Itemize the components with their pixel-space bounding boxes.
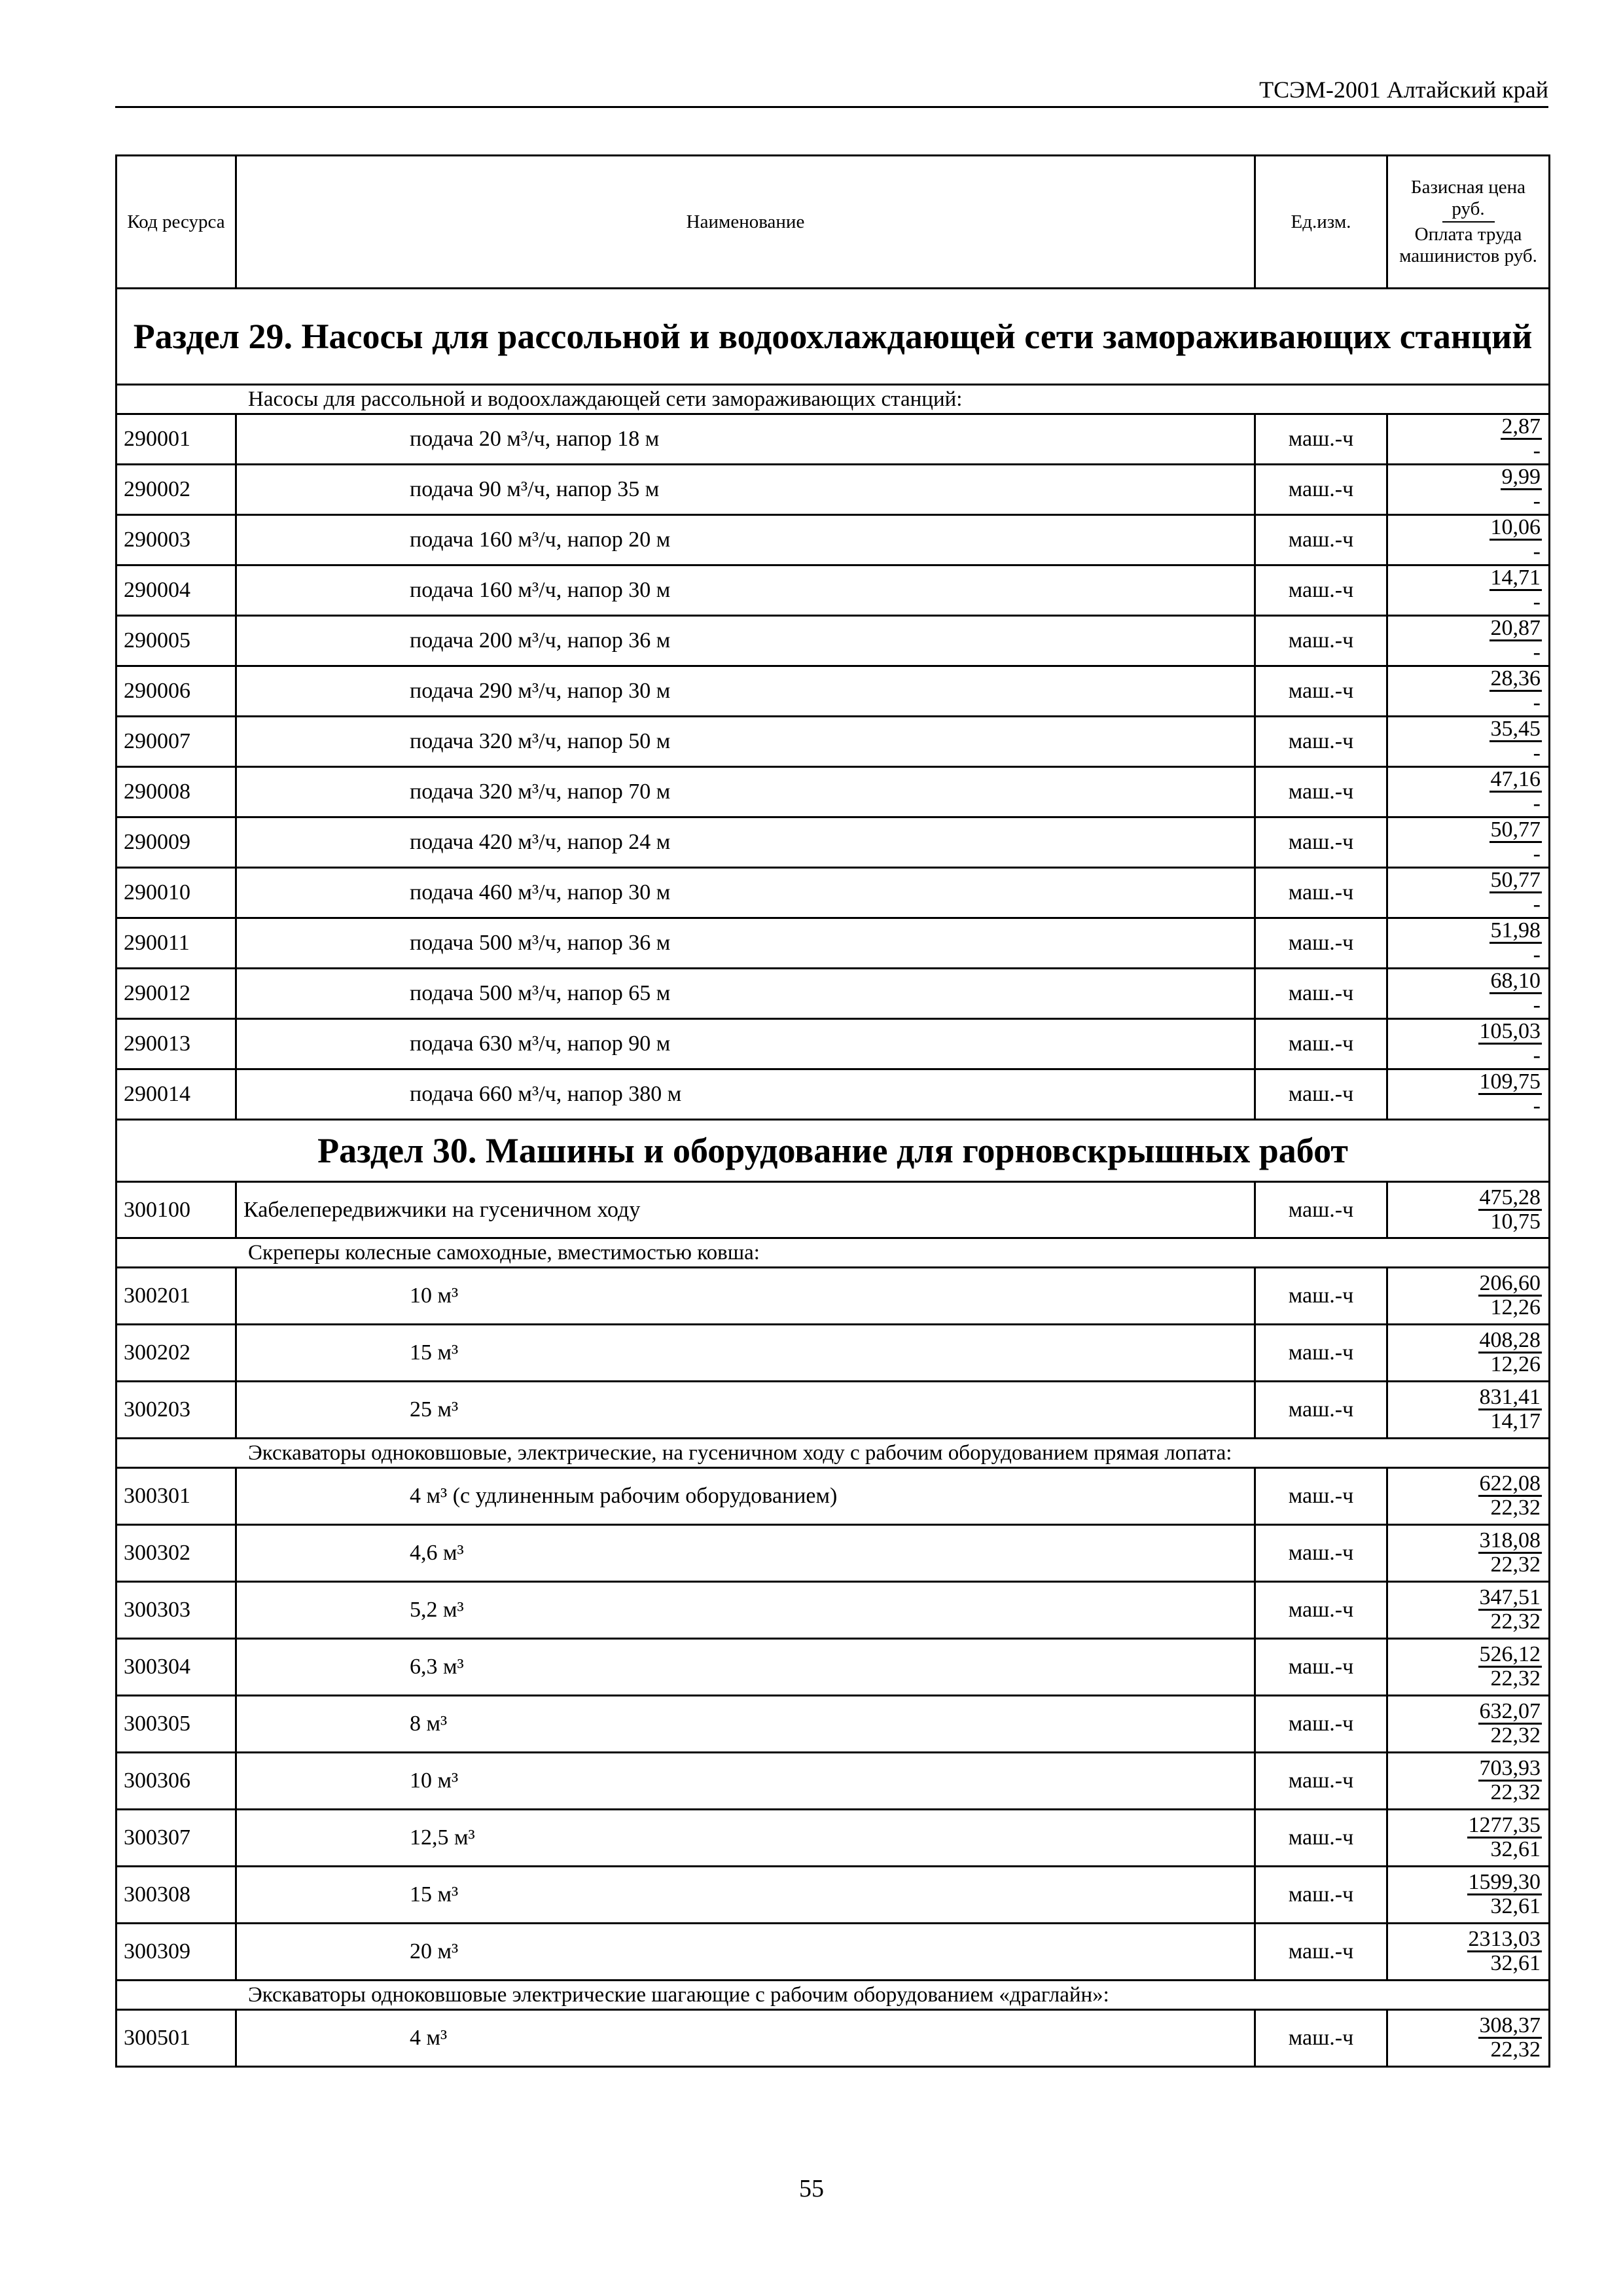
section-30-title: Раздел 30. Машины и оборудование для горновскрышных работ [116,1120,1550,1182]
resource-name: подача 500 м³/ч, напор 36 м [236,918,1255,969]
resource-code: 300308 [116,1867,236,1924]
table-row [116,767,1550,817]
price-fraction [1478,1643,1543,1690]
resource-code: 290013 [116,1019,236,1069]
resource-unit: маш.-ч [1255,515,1387,565]
base-price: 475,28 [1479,1185,1541,1210]
resource-name: подача 290 м³/ч, напор 30 м [236,666,1255,717]
base-price: 2313,03 [1468,1927,1541,1951]
operator-labor-cost: 32,61 [1490,1837,1541,1861]
resource-code: 300203 [116,1382,236,1439]
resource-name: 20 м³ [236,1924,1255,1981]
base-price: 632,07 [1479,1699,1541,1723]
resource-code: 300100 [116,1182,236,1238]
resource-price-cell [1387,1810,1550,1867]
resource-unit: маш.-ч [1255,666,1387,717]
operator-labor-cost: - [1533,892,1541,916]
price-fraction [1489,819,1543,865]
table-row [116,918,1550,969]
resource-unit: маш.-ч [1255,1867,1387,1924]
operator-labor-cost: 22,32 [1490,1496,1541,1520]
resource-price-cell [1387,1639,1550,1696]
base-price: 14,71 [1490,565,1541,590]
operator-labor-cost: - [1533,439,1541,463]
resource-price-cell [1387,666,1550,717]
resource-name: подача 630 м³/ч, напор 90 м [236,1019,1255,1069]
resource-unit: маш.-ч [1255,565,1387,616]
resource-unit: маш.-ч [1255,1069,1387,1120]
resource-name: подача 320 м³/ч, напор 50 м [236,717,1255,767]
resource-name: подача 90 м³/ч, напор 35 м [236,465,1255,515]
table-row [116,1753,1550,1810]
base-price: 526,12 [1479,1642,1541,1666]
base-price: 105,03 [1479,1019,1541,1043]
resource-table-body [116,156,1550,2067]
price-fraction [1467,1871,1543,1918]
resource-code: 290005 [116,616,236,666]
base-price: 28,36 [1490,666,1541,691]
base-price: 347,51 [1479,1585,1541,1609]
resource-price-cell [1387,1867,1550,1924]
price-fraction [1478,1020,1543,1067]
operator-labor-cost: - [1533,791,1541,816]
price-fraction [1478,1386,1543,1433]
base-price: 47,16 [1490,767,1541,791]
resource-code: 290006 [116,666,236,717]
excavators-group-row [116,1439,1550,1468]
base-price: 35,45 [1490,717,1541,741]
resource-name: подача 660 м³/ч, напор 380 м [236,1069,1255,1120]
header-name: Наименование [236,156,1255,289]
operator-labor-cost: 22,32 [1490,1552,1541,1577]
base-price: 10,06 [1490,515,1541,539]
resource-name: 8 м³ [236,1696,1255,1753]
resource-price-cell [1387,717,1550,767]
table-row [116,414,1550,465]
resource-unit: маш.-ч [1255,767,1387,817]
table-row [116,969,1550,1019]
resource-name: подача 20 м³/ч, напор 18 м [236,414,1255,465]
table-row [116,1867,1550,1924]
base-price: 51,98 [1490,918,1541,942]
table-row [116,1639,1550,1696]
base-price: 1599,30 [1468,1870,1541,1894]
resource-code: 290014 [116,1069,236,1120]
header-price-labor: Оплата труда машинистов руб. [1399,224,1537,266]
resource-unit: маш.-ч [1255,1268,1387,1325]
table-row [116,1182,1550,1238]
resource-unit: маш.-ч [1255,1810,1387,1867]
section-30-title-row [116,1120,1550,1182]
operator-labor-cost: 14,17 [1490,1409,1541,1433]
operator-labor-cost: - [1533,1094,1541,1118]
table-row [116,1382,1550,1439]
resource-name: 6,3 м³ [236,1639,1255,1696]
header-price [1387,156,1550,289]
operator-labor-cost: - [1533,942,1541,967]
draglines-group-row [116,1981,1550,2010]
resource-name: 4,6 м³ [236,1525,1255,1582]
base-price: 831,41 [1479,1385,1541,1409]
resource-code: 300202 [116,1325,236,1382]
price-fraction [1478,1757,1543,1804]
resource-code: 290008 [116,767,236,817]
resource-unit: маш.-ч [1255,1325,1387,1382]
resource-unit: маш.-ч [1255,868,1387,918]
operator-labor-cost: 32,61 [1490,1951,1541,1975]
resource-name: 12,5 м³ [236,1810,1255,1867]
resource-price-cell [1387,1924,1550,1981]
resource-name: подача 160 м³/ч, напор 20 м [236,515,1255,565]
operator-labor-cost: - [1533,1043,1541,1067]
resource-price-cell [1387,1753,1550,1810]
resource-price-cell [1387,1019,1550,1069]
resource-table [115,154,1550,2068]
base-price: 206,60 [1479,1271,1541,1295]
operator-labor-cost: 22,32 [1490,1609,1541,1634]
resource-code: 300306 [116,1753,236,1810]
resource-unit: маш.-ч [1255,1696,1387,1753]
operator-labor-cost: 12,26 [1490,1352,1541,1376]
table-row [116,1019,1550,1069]
resource-code: 290011 [116,918,236,969]
table-row [116,666,1550,717]
resource-price-cell [1387,1325,1550,1382]
resource-unit: маш.-ч [1255,2010,1387,2067]
table-row [116,2010,1550,2067]
resource-unit: маш.-ч [1255,1525,1387,1582]
resource-unit: маш.-ч [1255,1753,1387,1810]
page-number: 55 [799,2175,824,2202]
operator-labor-cost: 22,32 [1490,2037,1541,2062]
resource-price-cell [1387,1582,1550,1639]
resource-price-cell [1387,1696,1550,1753]
resource-unit: маш.-ч [1255,717,1387,767]
resource-price-cell [1387,1182,1550,1238]
scrapers-group-row [116,1238,1550,1268]
table-row [116,1924,1550,1981]
price-fraction [1478,1272,1543,1319]
base-price: 318,08 [1479,1528,1541,1552]
resource-unit: маш.-ч [1255,465,1387,515]
section-29-group: Насосы для рассольной и водоохлаждающей сети замораживающих станций: [116,385,1550,414]
table-row [116,465,1550,515]
base-price: 68,10 [1490,969,1541,993]
resource-name: 10 м³ [236,1753,1255,1810]
price-fraction [1489,516,1543,563]
header-code: Код ресурса [116,156,236,289]
operator-labor-cost: - [1533,489,1541,513]
resource-unit: маш.-ч [1255,1924,1387,1981]
base-price: 20,87 [1490,616,1541,640]
price-fraction [1489,718,1543,764]
resource-code: 300304 [116,1639,236,1696]
operator-labor-cost: - [1533,993,1541,1017]
resource-name: подача 500 м³/ч, напор 65 м [236,969,1255,1019]
draglines-group: Экскаваторы одноковшовые электрические шагающие с рабочим оборудованием «драглайн»: [116,1981,1550,2010]
excavators-group: Экскаваторы одноковшовые, электрические, на гусеничном ходу с рабочим оборудованием прямая лопата: [116,1439,1550,1468]
resource-price-cell [1387,465,1550,515]
operator-labor-cost: - [1533,590,1541,614]
resource-price-cell [1387,565,1550,616]
resource-code: 290007 [116,717,236,767]
resource-name: 5,2 м³ [236,1582,1255,1639]
resource-unit: маш.-ч [1255,1639,1387,1696]
price-fraction [1489,768,1543,815]
resource-price-cell [1387,868,1550,918]
table-header-row [116,156,1550,289]
price-fraction [1489,617,1543,664]
table-row [116,1696,1550,1753]
resource-price-cell [1387,918,1550,969]
resource-price-cell [1387,969,1550,1019]
table-row [116,1069,1550,1120]
resource-name: 15 м³ [236,1867,1255,1924]
table-row [116,717,1550,767]
base-price: 622,08 [1479,1471,1541,1496]
resource-price-cell [1387,1069,1550,1120]
table-row [116,515,1550,565]
price-fraction [1478,1187,1543,1233]
price-fraction [1489,668,1543,714]
section-29-title: Раздел 29. Насосы для рассольной и водоохлаждающей сети замораживающих станций [116,289,1550,385]
price-fraction [1478,1071,1543,1117]
price-fraction [1478,1587,1543,1633]
base-price: 50,77 [1490,817,1541,842]
scrapers-group: Скреперы колесные самоходные, вместимостью ковша: [116,1238,1550,1268]
resource-unit: маш.-ч [1255,1582,1387,1639]
operator-labor-cost: 12,26 [1490,1295,1541,1319]
resource-price-cell [1387,1525,1550,1582]
table-row [116,1810,1550,1867]
resource-price-cell [1387,616,1550,666]
price-fraction [1478,1329,1543,1376]
price-fraction [1489,567,1543,613]
base-price: 308,37 [1479,2013,1541,2037]
operator-labor-cost: 22,32 [1490,1780,1541,1804]
resource-code: 300302 [116,1525,236,1582]
resource-code: 300305 [116,1696,236,1753]
resource-code: 290009 [116,817,236,868]
operator-labor-cost: - [1533,842,1541,866]
price-fraction [1478,1700,1543,1747]
table-row [116,1468,1550,1525]
table-row [116,1325,1550,1382]
document-title: ТСЭМ-2001 Алтайский край [1259,77,1548,103]
resource-price-cell [1387,1468,1550,1525]
table-row [116,868,1550,918]
resource-price-cell [1387,767,1550,817]
resource-name: 10 м³ [236,1268,1255,1325]
resource-price-cell [1387,1268,1550,1325]
price-fraction [1467,1814,1543,1861]
resource-code: 300309 [116,1924,236,1981]
price-fraction [1489,920,1543,966]
table-row [116,565,1550,616]
resource-price-cell [1387,817,1550,868]
operator-labor-cost: 22,32 [1490,1666,1541,1691]
base-price: 703,93 [1479,1756,1541,1780]
table-row [116,1525,1550,1582]
resource-code: 300301 [116,1468,236,1525]
operator-labor-cost: 22,32 [1490,1723,1541,1748]
resource-unit: маш.-ч [1255,1182,1387,1238]
operator-labor-cost: - [1533,691,1541,715]
resource-price-cell [1387,414,1550,465]
price-fraction [1501,466,1543,512]
resource-name: 4 м³ (с удлиненным рабочим оборудованием) [236,1468,1255,1525]
base-price: 2,87 [1501,414,1541,439]
table-row [116,1582,1550,1639]
resource-unit: маш.-ч [1255,414,1387,465]
resource-code: 290004 [116,565,236,616]
section-29-title-row [116,289,1550,385]
header-price-base: Базисная цена руб. [1410,177,1526,219]
resource-unit: маш.-ч [1255,918,1387,969]
base-price: 109,75 [1479,1069,1541,1094]
base-price: 9,99 [1501,465,1541,489]
resource-name: подача 420 м³/ч, напор 24 м [236,817,1255,868]
operator-labor-cost: 32,61 [1490,1894,1541,1918]
resource-price-cell [1387,2010,1550,2067]
resource-name: Кабелепередвижчики на гусеничном ходу [236,1182,1255,1238]
resource-price-cell [1387,515,1550,565]
resource-unit: маш.-ч [1255,616,1387,666]
resource-name: 25 м³ [236,1382,1255,1439]
price-fraction [1478,2015,1543,2061]
header-unit: Ед.изм. [1255,156,1387,289]
resource-price-cell [1387,1382,1550,1439]
section-29-group-row [116,385,1550,414]
header-price-divider [1442,221,1495,223]
resource-name: подача 160 м³/ч, напор 30 м [236,565,1255,616]
table-row [116,1268,1550,1325]
price-fraction [1478,1530,1543,1576]
base-price: 50,77 [1490,868,1541,892]
resource-code: 300307 [116,1810,236,1867]
resource-code: 290012 [116,969,236,1019]
price-fraction [1467,1928,1543,1975]
price-fraction [1489,970,1543,1016]
resource-code: 300501 [116,2010,236,2067]
resource-code: 300201 [116,1268,236,1325]
resource-unit: маш.-ч [1255,969,1387,1019]
operator-labor-cost: - [1533,640,1541,664]
resource-code: 290001 [116,414,236,465]
operator-labor-cost: - [1533,539,1541,564]
resource-unit: маш.-ч [1255,1382,1387,1439]
base-price: 1277,35 [1468,1813,1541,1837]
price-fraction [1501,416,1543,462]
resource-unit: маш.-ч [1255,1468,1387,1525]
table-row [116,616,1550,666]
operator-labor-cost: - [1533,741,1541,765]
operator-labor-cost: 10,75 [1490,1209,1541,1234]
price-fraction [1489,869,1543,916]
price-fraction [1478,1473,1543,1519]
resource-unit: маш.-ч [1255,817,1387,868]
base-price: 408,28 [1479,1328,1541,1352]
resource-name: подача 200 м³/ч, напор 36 м [236,616,1255,666]
resource-name: 15 м³ [236,1325,1255,1382]
resource-name: подача 320 м³/ч, напор 70 м [236,767,1255,817]
resource-code: 290002 [116,465,236,515]
resource-name: 4 м³ [236,2010,1255,2067]
page-header [115,72,1548,108]
resource-code: 290010 [116,868,236,918]
table-row [116,817,1550,868]
resource-code: 300303 [116,1582,236,1639]
resource-name: подача 460 м³/ч, напор 30 м [236,868,1255,918]
resource-unit: маш.-ч [1255,1019,1387,1069]
resource-code: 290003 [116,515,236,565]
